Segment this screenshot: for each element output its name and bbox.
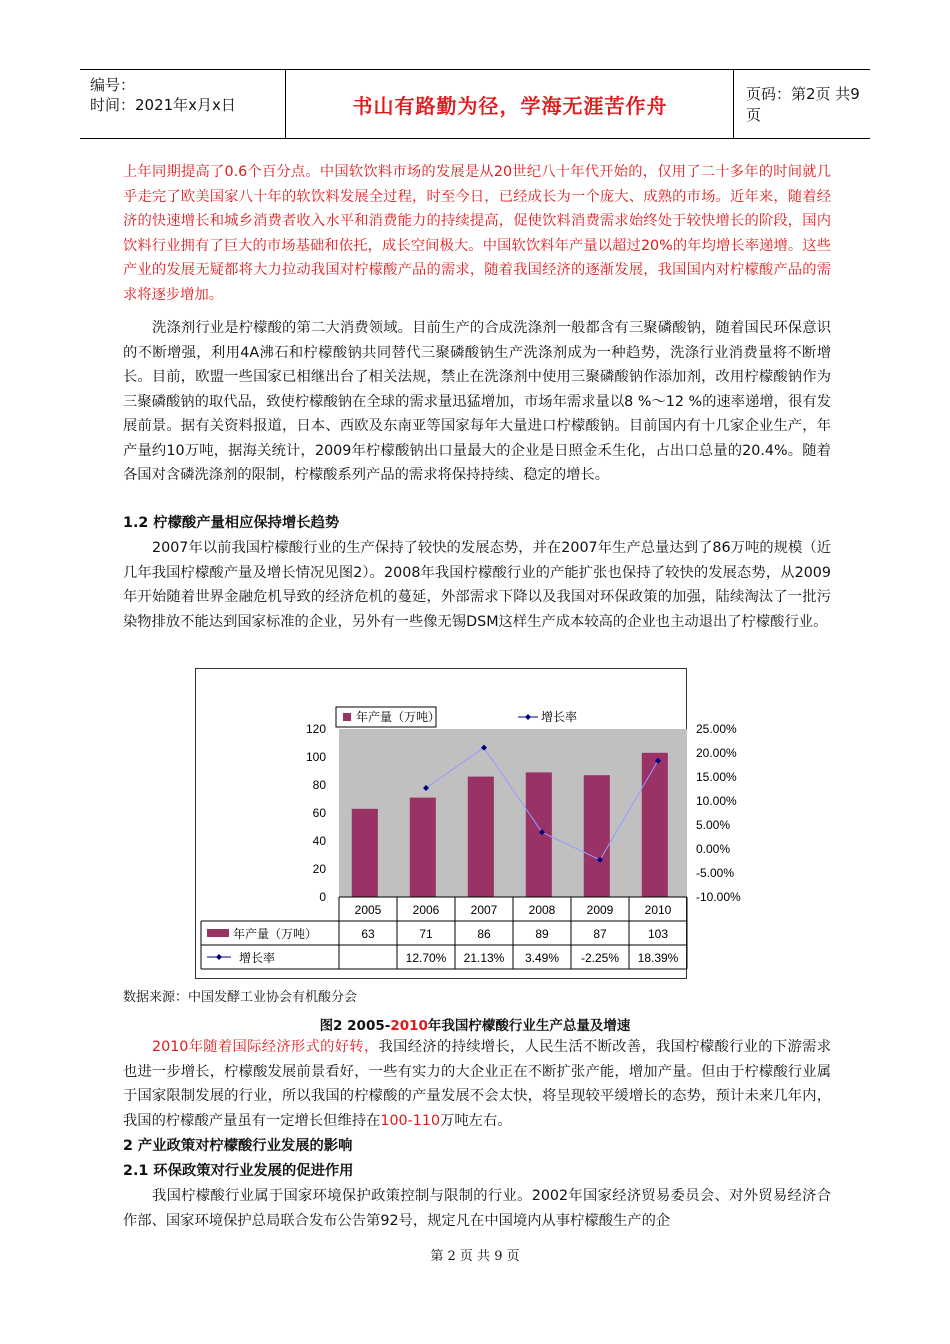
table-row-header: 年产量（万吨） <box>233 927 318 941</box>
bar-2006 <box>410 798 436 897</box>
header-page-label: 页码：第2页 共9页 <box>733 70 870 138</box>
page-footer: 第 2 页 共 9 页 <box>430 1249 520 1264</box>
data-label: 103 <box>647 927 669 941</box>
right-tick-label: 25.00% <box>696 722 737 736</box>
right-tick-label: -5.00% <box>696 866 735 880</box>
left-tick-label: 60 <box>312 806 326 820</box>
page-header <box>80 69 870 139</box>
category-label: 2010 <box>644 903 672 917</box>
section-heading-2-1: 2.1 环保政策对行业发展的促进作用 <box>123 1163 354 1179</box>
data-label: 87 <box>593 927 607 941</box>
paragraph-soft-drinks: 上年同期提高了0.6个百分点。中国软饮料市场的发展是从20世纪八十年代开始的，仅用了二十多年的时间就几乎走完了欧美国家八十年的软饮料发展全过程，时至今日，已经成长为一个庞大、成熟的市场。近年来，随着经济的快速增长和城乡消费者收入水平和消费能力的持续提高，促使饮料消费需求始终处于较快增长的阶段，国内饮料行业拥有了巨大的市场基础和依托，成长空间极大。中国软饮料年产量以超过20%的年均增长率递增。这些产业的发展无疑都将大力拉动我国对柠檬酸产品的需求，随着我国经济的逐渐发展，我国国内对柠檬酸产品的需求将逐步增加。 <box>123 164 831 303</box>
data-label: 21.13% <box>463 951 505 965</box>
paragraph-outlook <box>123 1035 831 1133</box>
header-meta <box>80 70 285 138</box>
legend-bar-swatch <box>343 713 351 721</box>
data-label: 12.70% <box>405 951 447 965</box>
plot-area <box>339 729 687 897</box>
table-row-header: 增长率 <box>239 951 276 965</box>
data-label: 89 <box>535 927 549 941</box>
data-label: 3.49% <box>524 951 560 965</box>
bar-2007 <box>468 777 494 897</box>
data-label: 63 <box>361 927 375 941</box>
time-label: 时间：2021年x月x日 <box>90 96 236 114</box>
category-label: 2008 <box>528 903 556 917</box>
left-tick-label: 0 <box>319 890 326 904</box>
right-tick-label: 15.00% <box>696 770 737 784</box>
table-bar-swatch <box>207 929 229 937</box>
paragraph-policy: 我国柠檬酸行业属于国家环境保护政策控制与限制的行业。2002年国家经济贸易委员会、对外贸易经济合作部、国家环境保护总局联合发布公告第92号，规定凡在中国境内从事柠檬酸生产的企 <box>123 1188 831 1229</box>
header-motto: 书山有路勤为径，学海无涯苦作舟 <box>285 70 734 138</box>
left-tick-label: 120 <box>305 722 326 736</box>
category-label: 2005 <box>354 903 382 917</box>
left-tick-label: 40 <box>312 834 326 848</box>
number-label: 编号： <box>90 76 136 94</box>
category-label: 2009 <box>586 903 614 917</box>
left-tick-label: 20 <box>312 862 326 876</box>
section-heading-2: 2 产业政策对柠檬酸行业发展的影响 <box>123 1138 353 1154</box>
category-label: 2006 <box>412 903 440 917</box>
outlook-text-b: 万吨左右。 <box>440 1112 512 1129</box>
bar-2005 <box>352 809 378 897</box>
legend-line-marker <box>525 714 531 720</box>
outlook-range: 100-110 <box>380 1112 441 1129</box>
data-label: 71 <box>419 927 433 941</box>
outlook-red-lead: 2010年随着国际经济形式的好转， <box>152 1039 379 1055</box>
right-tick-label: 5.00% <box>696 818 731 832</box>
caption-part-b: 2010 <box>390 1018 428 1034</box>
paragraph-detergent: 洗涤剂行业是柠檬酸的第二大消费领域。目前生产的合成洗涤剂一般都含有三聚磷酸钠，随着国民环保意识的不断增强，利用4A沸石和柠檬酸钠共同替代三聚磷酸钠生产洗涤剂成为一种趋势，洗涤行业消费量将不断增长。目前，欧盟一些国家已相继出台了相关法规，禁止在洗涤剂中使用三聚磷酸钠作添加剂，改用柠檬酸钠作为三聚磷酸钠的取代品，致使柠檬酸钠在全球的需求量迅猛增加，市场年需求量以8 %～12 %的速率递增，很有发展前景。据有关资料报道，日本、西欧及东南亚等国家每年大量进口柠檬酸钠。目前国内有十几家企业生产，年产量约10万吨，据海关统计，2009年柠檬酸钠出口量最大的企业是日照金禾生化，占出口总量的20.4%。随着各国对含磷洗涤剂的限制，柠檬酸系列产品的需求将保持持续、稳定的增长。 <box>123 320 831 483</box>
data-label: 18.39% <box>637 951 679 965</box>
caption-part-a: 图2 2005- <box>319 1018 391 1034</box>
paragraph-production: 2007年以前我国柠檬酸行业的生产保持了较快的发展态势，并在2007年生产总量达到了86万吨的规模（近几年我国柠檬酸产量及增长情况见图2）。2008年我国柠檬酸行业的产能扩张也保持了较快的发展态势，从2009年开始随着世界金融危机导致的经济危机的蔓延，外部需求下降以及我国对环保政策的加强，陆续淘汰了一批污染物排放不能达到国家标准的企业，另外有一些像无锡DSM这样生产成本较高的企业也主动退出了柠檬酸行业。 <box>123 540 831 630</box>
data-label: 86 <box>477 927 491 941</box>
legend-line-label: 增长率 <box>541 710 578 724</box>
table-line-marker <box>216 954 222 960</box>
data-label: -2.25% <box>580 951 620 965</box>
production-chart <box>195 668 741 979</box>
right-tick-label: -10.00% <box>696 890 741 904</box>
right-tick-label: 10.00% <box>696 794 737 808</box>
category-label: 2007 <box>470 903 498 917</box>
outlook-text-a: 我国经济的持续增长，人民生活不断改善，我国柠檬酸行业的下游需求也进一步增长，柠檬酸发展前景看好，一些有实力的大企业正在不断扩张产能，增加产量。但由于柠檬酸行业属于国家限制发展的行业，所以我国的柠檬酸的产量发展不会太快，将呈现较平缓增长的态势，预计未来几年内，我国的柠檬酸产量虽有一定增长但维持在 <box>123 1039 831 1129</box>
right-tick-label: 0.00% <box>696 842 731 856</box>
caption-part-c: 年我国柠檬酸行业生产总量及增速 <box>427 1018 631 1034</box>
left-tick-label: 100 <box>305 750 326 764</box>
bar-2009 <box>584 775 610 897</box>
data-source: 数据来源：中国发酵工业协会有机酸分会 <box>123 990 358 1005</box>
left-tick-label: 80 <box>312 778 326 792</box>
section-heading-1-2: 1.2 柠檬酸产量相应保持增长趋势 <box>123 515 340 531</box>
chart-svg <box>196 669 741 978</box>
figure-caption <box>0 1014 950 1034</box>
right-tick-label: 20.00% <box>696 746 737 760</box>
legend-bar-label: 年产量（万吨） <box>356 710 441 724</box>
bar-2010 <box>642 753 668 897</box>
